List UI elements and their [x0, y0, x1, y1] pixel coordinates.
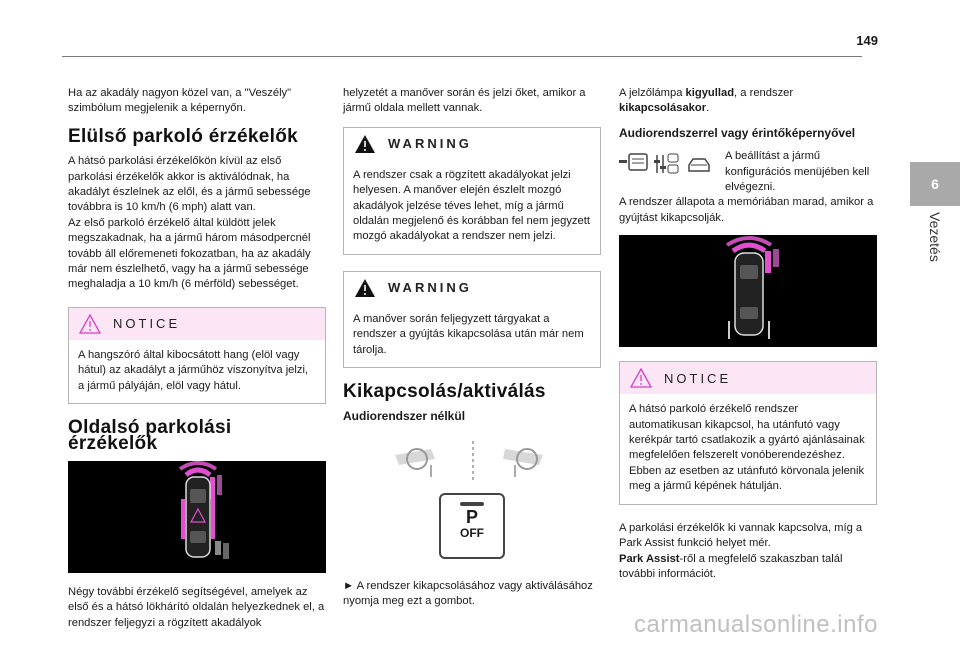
warning-header-2	[344, 272, 600, 304]
dashboard-location-illustration	[343, 435, 601, 489]
heading-toggle: Kikapcsolás/aktiválás	[343, 381, 546, 403]
notice-text: A hangszóró által kibocsátott hang (elöl vagy hátul) az akadályt a járműhöz viszonyítva jelzi, a jármű pályáján, elöl vagy hátul.	[78, 348, 309, 392]
lamp-text-bold-2: kikapcsolásakor	[619, 102, 707, 115]
side-sensors-text: Négy további érzékelő segítségével, amelyek az első és a hátsó lökhárító oldalán helyezkednek el, a rendszer feljegyzi a rögzített akadályok	[68, 585, 325, 629]
warning-icon	[354, 278, 376, 298]
warning-text-1: A rendszer csak a rögzített akadályokat jelzi helyesen. A manőver elején észlelt mozgó akadályok jelzése téves lehet, míg a jármű oldalán megjelenő és korábban fel nem jegyzett mozgó akadályokat a rendszer nem jelzi.	[353, 168, 590, 243]
notice-title: NOTICE	[113, 316, 181, 332]
column-3	[619, 86, 877, 591]
column-1	[68, 86, 326, 640]
lamp-text-end: .	[706, 102, 710, 115]
warning-title-1: WARNING	[388, 136, 472, 152]
memory-text: A rendszer állapota a memóriában marad, amikor a gyújtást kikapcsolják.	[619, 196, 874, 224]
chapter-tab[interactable]: 6	[910, 162, 960, 206]
config-icons	[619, 151, 715, 182]
warning-box-2	[343, 271, 601, 368]
page-number: 149	[856, 33, 878, 48]
car-topview-image	[619, 235, 875, 347]
column-2	[343, 86, 601, 619]
audio-config-text: A beállítást a jármű konfigurációs menüjében kell elvégezni.	[725, 150, 870, 194]
heading-no-audio: Audiorendszer nélkül	[343, 409, 466, 424]
notice-box	[68, 307, 326, 404]
trailer-sensor-illustration	[619, 235, 877, 347]
warning-header-1	[344, 128, 600, 160]
final-text-1: A parkolási érzékelők ki vannak kapcsolva, míg a Park Assist funkció helyet mér.	[619, 521, 863, 550]
warning-icon	[354, 134, 376, 154]
dashboard-icon	[343, 435, 601, 489]
intro-text: Ha az akadály nagyon közel van, a "Veszély" szimbólum megjelenik a képernyőn.	[68, 87, 292, 115]
notice-text-2: A hátsó parkoló érzékelő rendszer automatikusan kikapcsol, ha utánfutó vagy kerékpár tartó csatlakozik a gyártó ajánlásainak megfelelően felszerelt vonóberendezéshez. Ebben az esetben az utánfutó körvonala jelenik meg a jármű képének hátulján.	[629, 403, 865, 493]
final-text-2: -ről a megfelelő szakaszban talál további információt.	[619, 552, 843, 580]
lamp-text-prefix: A jelzőlámpa	[619, 87, 686, 99]
lamp-text-bold-1: kigyullad	[685, 87, 735, 99]
header-rule	[62, 56, 862, 57]
park-sensor-off-button[interactable]	[439, 493, 505, 559]
heading-audio: Audiorendszerrel vagy érintőképernyővel	[619, 125, 856, 140]
notice-header-2	[620, 362, 876, 394]
front-sensors-text: A hátsó parkolási érzékelőkön kívül az első parkolási érzékelők akkor is aktiválódnak, ha akadályt észlelnek az elől, és a jármű sebessége továbbra is 10 km/h (6 mph) alatt van. Az első parkoló érzékelő által küldött jelek megszakadnak, ha a jármű három másodpercnél tovább áll előremeneti fokozatban, ha az akadály már nem észlelhető, vagy ha a jármű sebessége meghaladja a 10 km/h (6 mérföld) sebességet.	[68, 155, 311, 291]
heading-front-sensors: Elülső parkoló érzékelők	[68, 125, 299, 147]
warning-text-2: A manőver során feljegyzett tárgyakat a rendszer a gyújtás kikapcsolása után már nem tárolja.	[353, 312, 584, 356]
side-sensor-illustration	[68, 461, 326, 573]
notice-title-2: NOTICE	[664, 370, 732, 386]
caution-icon	[630, 368, 652, 388]
button-p-label: P	[465, 507, 478, 528]
final-text-bold: Park Assist	[619, 552, 680, 565]
watermark: carmanualsonline.info	[634, 611, 878, 638]
settings-menu-icon	[619, 151, 715, 177]
button-off-label: OFF	[460, 525, 484, 540]
toggle-instruction: ► A rendszer kikapcsolásához vagy aktiválásához nyomja meg ezt a gombot.	[343, 579, 593, 608]
lamp-text-middle: , a rendszer	[734, 87, 794, 99]
notice-box-2	[619, 361, 877, 504]
chapter-title: Vezetés	[927, 212, 943, 262]
audio-config	[619, 149, 877, 226]
continued-text: helyzetét a manőver során és jelzi őket, amikor a jármű oldala mellett vannak.	[343, 87, 586, 115]
final-text	[619, 521, 877, 583]
indicator-lamp-icon	[454, 501, 490, 507]
car-topview-image	[68, 461, 326, 573]
warning-box-1	[343, 127, 601, 255]
notice-header	[69, 308, 325, 340]
lamp-text	[619, 86, 877, 117]
caution-icon	[79, 314, 101, 334]
heading-side-sensors: Oldalsó parkolási érzékelők	[68, 417, 232, 454]
warning-title-2: WARNING	[388, 280, 472, 296]
